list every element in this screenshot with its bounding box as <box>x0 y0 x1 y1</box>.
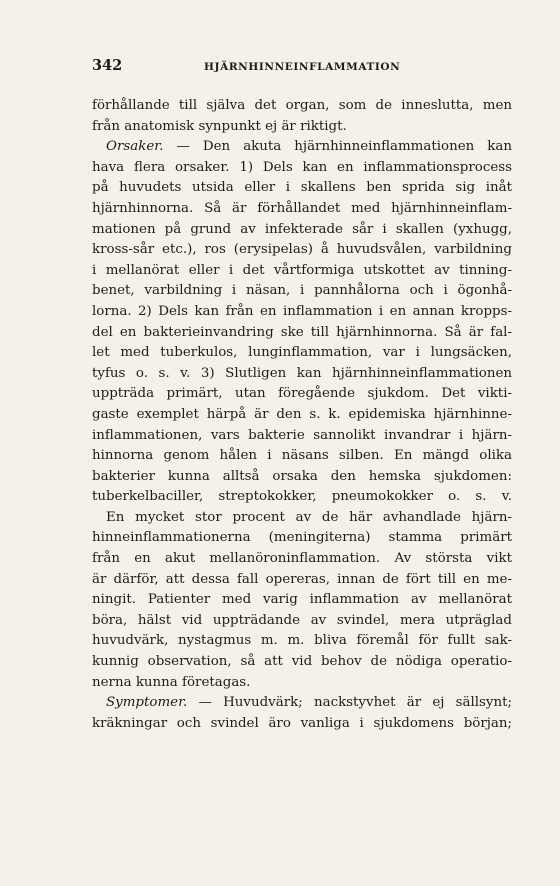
text-line <box>92 714 512 735</box>
line-text: i mellanörat eller i det vårtformiga utskottet av tinning- <box>92 262 512 278</box>
text-line <box>92 652 512 673</box>
line-text: nerna kunna företagas. <box>92 674 251 690</box>
line-text: bakterier kunna alltså orsaka den hemska sjukdomen: <box>92 468 512 484</box>
text-line <box>92 158 512 179</box>
line-text: — Huvudvärk; nackstyvhet är ej sällsynt; <box>187 695 512 711</box>
text-line <box>92 117 512 138</box>
line-text: tyfus o. s. v. 3) Slutligen kan hjärnhinneinflammationen <box>92 365 512 381</box>
line-text: del en bakterieinvandring ske till hjärnhinnorna. Så är fal- <box>92 324 512 340</box>
text-line <box>92 487 512 508</box>
line-text: hinneinflammationerna (meningiterna) stamma primärt <box>92 530 512 546</box>
text-line <box>92 549 512 570</box>
text-line <box>92 631 512 652</box>
page-number: 342 <box>92 57 123 74</box>
text-line <box>92 220 512 241</box>
line-text: från en akut mellanöroninflammation. Av största vikt <box>92 551 512 567</box>
line-text: let med tuberkulos, lunginflammation, var i lungsäcken, <box>92 345 512 361</box>
line-text: böra, hälst vid uppträdande av svindel, mera utpräglad <box>92 612 512 628</box>
line-text: kross-sår etc.), ros (erysipelas) å huvudsvålen, varbildning <box>92 242 512 258</box>
line-text: gaste exemplet härpå är den s. k. epidemiska hjärnhinne- <box>92 406 512 422</box>
section-heading: Symptomer. <box>106 695 188 711</box>
text-line <box>92 96 512 117</box>
line-text: mationen på grund av infekterade sår i skallen (yxhugg, <box>92 221 512 237</box>
line-text: uppträda primärt, utan föregående sjukdom. Det vikti- <box>92 386 512 402</box>
text-line <box>92 343 512 364</box>
text-line <box>92 137 512 158</box>
text-line <box>92 570 512 591</box>
text-line <box>92 590 512 611</box>
line-text: hava flera orsaker. 1) Dels kan en inflammationsprocess <box>92 159 512 175</box>
section-heading: Orsaker. <box>106 139 164 155</box>
line-text: lorna. 2) Dels kan från en inflammation i en annan kropps- <box>92 303 512 319</box>
line-text: inflammationen, vars bakterie sannolikt invandrar i hjärn- <box>92 427 512 443</box>
body-text <box>92 96 512 734</box>
line-text: kräkningar och svindel äro vanliga i sjukdomens början; <box>92 715 512 731</box>
line-text: förhållande till själva det organ, som de inneslutta, men <box>92 98 512 113</box>
line-text: — Den akuta hjärnhinneinflammationen kan <box>163 139 512 155</box>
line-text: tuberkelbaciller, streptokokker, pneumokokker o. s. v. <box>92 489 512 505</box>
line-text: från anatomisk synpunkt ej är riktigt. <box>92 118 347 134</box>
text-line <box>92 364 512 385</box>
line-text: En mycket stor procent av de här avhandlade hjärn- <box>106 509 512 525</box>
text-line <box>92 528 512 549</box>
line-text: kunnig observation, så att vid behov de nödiga operatio- <box>92 654 512 670</box>
text-line <box>92 508 512 529</box>
text-line <box>92 199 512 220</box>
text-line <box>92 673 512 694</box>
line-text: huvudvärk, nystagmus m. m. bliva föremål för fullt sak- <box>92 633 512 649</box>
line-text: hjärnhinnorna. Så är förhållandet med hjärnhinneinflam- <box>92 200 512 216</box>
line-text: är därför, att dessa fall opereras, innan de fört till en me- <box>92 571 512 587</box>
text-line <box>92 178 512 199</box>
text-line <box>92 467 512 488</box>
text-line <box>92 240 512 261</box>
text-line <box>92 611 512 632</box>
text-line <box>92 446 512 467</box>
running-head: HJÄRNHINNEINFLAMMATION <box>204 61 401 73</box>
line-text: på huvudets utsida eller i skallens ben sprida sig inåt <box>92 180 512 196</box>
line-text: benet, varbildning i näsan, i pannhålorna och i ögonhå- <box>92 283 512 299</box>
text-line <box>92 302 512 323</box>
text-line <box>92 281 512 302</box>
text-line <box>92 426 512 447</box>
text-line <box>92 405 512 426</box>
text-line <box>92 384 512 405</box>
text-line <box>92 261 512 282</box>
line-text: hinnorna genom hålen i näsans silben. En mängd olika <box>92 448 512 464</box>
line-text: ningit. Patienter med varig inflammation av mellanörat <box>92 592 512 608</box>
text-line <box>92 323 512 344</box>
page-header <box>92 57 472 81</box>
text-line <box>92 693 512 714</box>
